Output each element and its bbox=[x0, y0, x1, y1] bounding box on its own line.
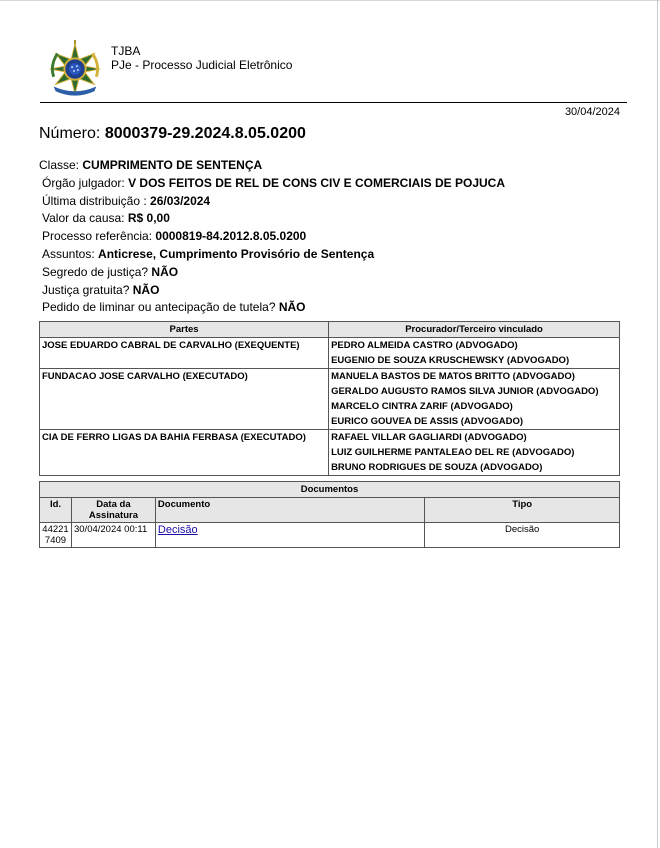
documents-header-id: Id. bbox=[40, 498, 72, 523]
info-gratuita-value: NÃO bbox=[132, 282, 160, 297]
page-header bbox=[40, 36, 620, 102]
documents-header-documento: Documento bbox=[155, 498, 424, 523]
lawyer-name: EUGENIO DE SOUZA KRUSCHEWSKY (ADVOGADO) bbox=[331, 355, 570, 366]
party-lawyers bbox=[329, 338, 620, 369]
party-name: JOSE EDUARDO CABRAL DE CARVALHO (EXEQUENTE) bbox=[40, 338, 329, 369]
info-classe-label: Classe: bbox=[39, 158, 80, 172]
lawyer-name: BRUNO RODRIGUES DE SOUZA (ADVOGADO) bbox=[331, 462, 543, 473]
info-referencia-label: Processo referência: bbox=[42, 229, 153, 244]
info-processo-referencia bbox=[39, 228, 505, 246]
info-orgao-label: Órgão julgador: bbox=[42, 175, 125, 190]
party-name: CIA DE FERRO LIGAS DA BAHIA FERBASA (EXECUTADO) bbox=[40, 430, 329, 476]
document-date: 30/04/2024 00:11 bbox=[71, 523, 155, 548]
header-divider bbox=[40, 102, 627, 103]
document-link[interactable]: Decisão bbox=[157, 524, 198, 536]
lawyer-name: RAFAEL VILLAR GAGLIARDI (ADVOGADO) bbox=[331, 432, 527, 443]
info-ultima-value: 26/03/2024 bbox=[150, 193, 211, 208]
info-gratuita-label: Justiça gratuita? bbox=[42, 282, 130, 297]
document-type: Decisão bbox=[425, 523, 620, 548]
info-valor-value: R$ 0,00 bbox=[127, 211, 170, 226]
party-lawyers bbox=[329, 430, 620, 476]
print-date: 30/04/2024 bbox=[564, 106, 620, 118]
table-row bbox=[40, 369, 620, 430]
info-valor-causa bbox=[39, 210, 505, 228]
documents-table bbox=[39, 481, 620, 548]
process-number-value: 8000379-29.2024.8.05.0200 bbox=[104, 125, 306, 142]
lawyer-name: GERALDO AUGUSTO RAMOS SILVA JUNIOR (ADVOGADO) bbox=[331, 386, 599, 397]
info-classe bbox=[39, 157, 505, 175]
documents-title-row bbox=[40, 482, 620, 498]
table-row bbox=[40, 430, 620, 476]
party-name: FUNDACAO JOSE CARVALHO (EXECUTADO) bbox=[40, 369, 329, 430]
documents-header-tipo: Tipo bbox=[425, 498, 620, 523]
parties-header-partes: Partes bbox=[40, 322, 329, 338]
table-row bbox=[40, 338, 620, 369]
info-valor-label: Valor da causa: bbox=[42, 211, 125, 226]
info-assuntos bbox=[39, 246, 505, 264]
documents-header-row bbox=[40, 498, 620, 523]
info-orgao-value: V DOS FEITOS DE REL DE CONS CIV E COMERCIAIS DE POJUCA bbox=[128, 175, 506, 190]
document-cell bbox=[155, 523, 424, 548]
info-assuntos-label: Assuntos: bbox=[42, 246, 95, 261]
documents-header-data-line1: Data da bbox=[96, 499, 131, 510]
info-ultima-label: Última distribuição : bbox=[42, 193, 147, 208]
info-justica-gratuita bbox=[39, 282, 505, 300]
documents-title: Documentos bbox=[40, 482, 620, 498]
info-referencia-value: 0000819-84.2012.8.05.0200 bbox=[155, 229, 307, 244]
brasil-coat-of-arms-icon bbox=[44, 38, 106, 100]
info-segredo-value: NÃO bbox=[151, 264, 179, 279]
table-row bbox=[40, 523, 620, 548]
process-number bbox=[39, 125, 306, 143]
lawyer-name: EURICO GOUVEA DE ASSIS (ADVOGADO) bbox=[331, 416, 524, 427]
document-id-line1: 44221 bbox=[42, 524, 69, 535]
info-liminar-value: NÃO bbox=[278, 300, 306, 315]
documents-header-data-line2: Assinatura bbox=[88, 510, 138, 521]
info-pedido-liminar bbox=[39, 299, 505, 317]
lawyer-name: MANUELA BASTOS DE MATOS BRITTO (ADVOGADO) bbox=[331, 371, 575, 382]
documents-header-data bbox=[71, 498, 155, 523]
lawyer-name: MARCELO CINTRA ZARIF (ADVOGADO) bbox=[331, 401, 513, 412]
lawyer-name: LUIZ GUILHERME PANTALEAO DEL RE (ADVOGADO) bbox=[331, 447, 575, 458]
info-segredo-justica bbox=[39, 264, 505, 282]
court-name: TJBA bbox=[111, 44, 141, 58]
parties-table bbox=[39, 321, 620, 476]
process-number-label: Número: bbox=[39, 125, 101, 142]
frame-top-border bbox=[0, 0, 660, 1]
info-orgao bbox=[39, 175, 505, 193]
lawyer-name: PEDRO ALMEIDA CASTRO (ADVOGADO) bbox=[331, 340, 518, 351]
parties-header-row bbox=[40, 322, 620, 338]
document-id bbox=[40, 523, 72, 548]
parties-header-procurador: Procurador/Terceiro vinculado bbox=[329, 322, 620, 338]
info-classe-value: CUMPRIMENTO DE SENTENÇA bbox=[82, 158, 263, 172]
system-name: PJe - Processo Judicial Eletrônico bbox=[111, 58, 293, 72]
info-liminar-label: Pedido de liminar ou antecipação de tutela? bbox=[42, 300, 276, 315]
document-id-line2: 7409 bbox=[44, 535, 67, 546]
party-lawyers bbox=[329, 369, 620, 430]
court-info bbox=[111, 44, 292, 72]
info-segredo-label: Segredo de justiça? bbox=[42, 264, 149, 279]
info-ultima-distribuicao bbox=[39, 193, 505, 211]
info-assuntos-value: Anticrese, Cumprimento Provisório de Sentença bbox=[98, 246, 375, 261]
frame-right-border bbox=[657, 0, 658, 848]
process-info bbox=[39, 157, 505, 317]
